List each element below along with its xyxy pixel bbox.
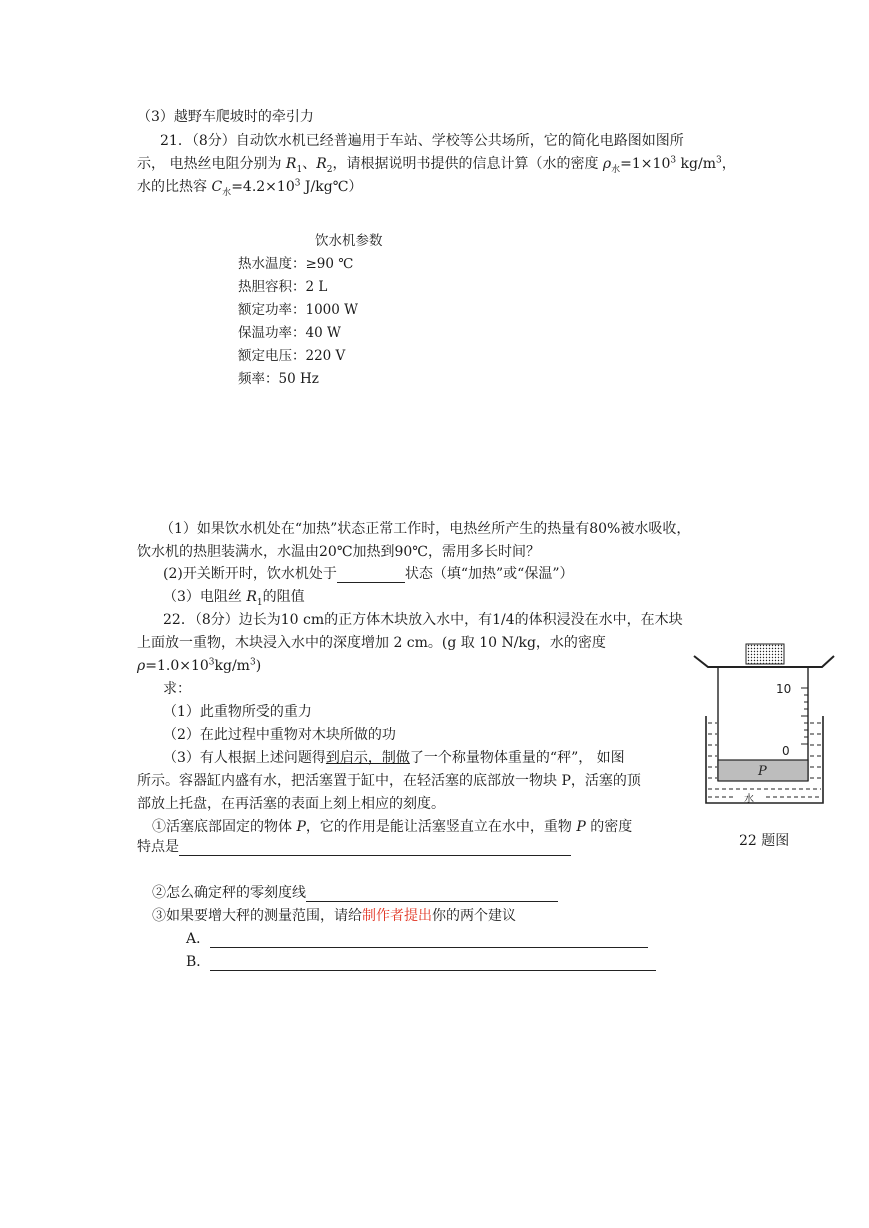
param-keep-warm-power: 保温功率：40 W	[238, 325, 341, 341]
q22-s3-line1: （3）有人根据上述问题得到启示，制做了一个称量物体重量的“秤”， 如图	[163, 750, 625, 766]
q22-option-b: B．	[186, 953, 656, 971]
param-rated-voltage: 额定电压：220 V	[238, 348, 346, 364]
q22-option-a: A．	[186, 930, 648, 948]
q21-s2: (2)开关断开时，饮水机处于 状态（填“加热”或“保温”）	[163, 566, 574, 582]
q22-option-a-blank[interactable]	[210, 932, 648, 948]
q21-line2: 示， 电热丝电阻分别为 $R_1$、$R_2$，请根据说明书提供的信息计算（水的密度 $\rho_水=1\times 10^3$ $kg/m^3$，	[137, 155, 736, 175]
q22-line2: 上面放一重物，木块浸入水中的深度增加 2 cm。(g 取 10 N/kg，水的密度	[137, 635, 606, 651]
scale-label-0: 0	[782, 744, 790, 758]
q22-s3-line3: 部放上托盘，在再活塞的表面上刻上相应的刻度。	[137, 796, 445, 812]
param-capacity: 热胆容积：2 L	[238, 279, 328, 295]
params-title: 饮水机参数	[315, 233, 383, 249]
q22-line1: 22．（8分）边长为10 cm的正方体木块放入水中，有1/4的体积浸没在水中，在木块	[163, 612, 683, 628]
q22-c3: ③如果要增大秤的测量范围，请给制作者提出你的两个建议	[152, 908, 516, 924]
q21-s1-line2: 饮水机的热胆装满水，水温由20℃加热到90℃，需用多长时间？	[137, 544, 540, 560]
q22-c1-line2: 特点是	[137, 838, 571, 856]
q22-c1: ①活塞底部固定的物体 P，它的作用是能让活塞竖直立在水中，重物 P 的密度	[152, 819, 633, 835]
q22-c1-blank[interactable]	[179, 840, 571, 856]
q22-s2: （2）在此过程中重物对木块所做的功	[163, 727, 396, 743]
q22-s1: （1）此重物所受的重力	[163, 704, 312, 720]
weight-block	[746, 644, 784, 664]
q22-option-b-blank[interactable]	[210, 955, 656, 971]
q21-line1: 21．（8分）自动饮水机已经普遍用于车站、学校等公共场所，它的简化电路图如图所	[160, 133, 684, 149]
label-water: 水	[744, 794, 754, 805]
q22-line3: $\rho=1.0\times 10^3kg/m^3$)	[137, 657, 262, 674]
scale-ticks	[801, 688, 808, 744]
q22-s3-line2: 所示。容器缸内盛有水，把活塞置于缸中，在轻活塞的底部放一物块 P，活塞的顶	[137, 773, 641, 789]
label-p: P	[758, 764, 767, 779]
q22-c2: ②怎么确定秤的零刻度线	[152, 884, 558, 902]
q21-s1-line1: （1）如果饮水机处在“加热”状态正常工作时，电热丝所产生的热量有80%被水吸收，	[160, 521, 691, 537]
q21-line3: 水的比热容 $C_水=4.2\times 10^3$ J/kg℃）	[137, 178, 363, 198]
param-rated-power: 额定功率：1000 W	[238, 302, 359, 318]
q20-sub3: （3）越野车爬坡时的牵引力	[137, 109, 314, 125]
q21-s3: （3）电阻丝 $R_1$的阻值	[163, 589, 305, 608]
q22-c2-blank[interactable]	[306, 886, 558, 902]
q22-ask: 求：	[163, 681, 191, 697]
scale-label-10: 10	[776, 682, 792, 696]
figure-22-scale	[690, 638, 840, 823]
param-frequency: 频率：50 Hz	[238, 371, 319, 387]
figure-22-caption: 22 题图	[739, 833, 790, 849]
param-hot-temp: 热水温度：≥90 ℃	[238, 256, 354, 272]
q21-s2-blank[interactable]	[337, 567, 405, 583]
